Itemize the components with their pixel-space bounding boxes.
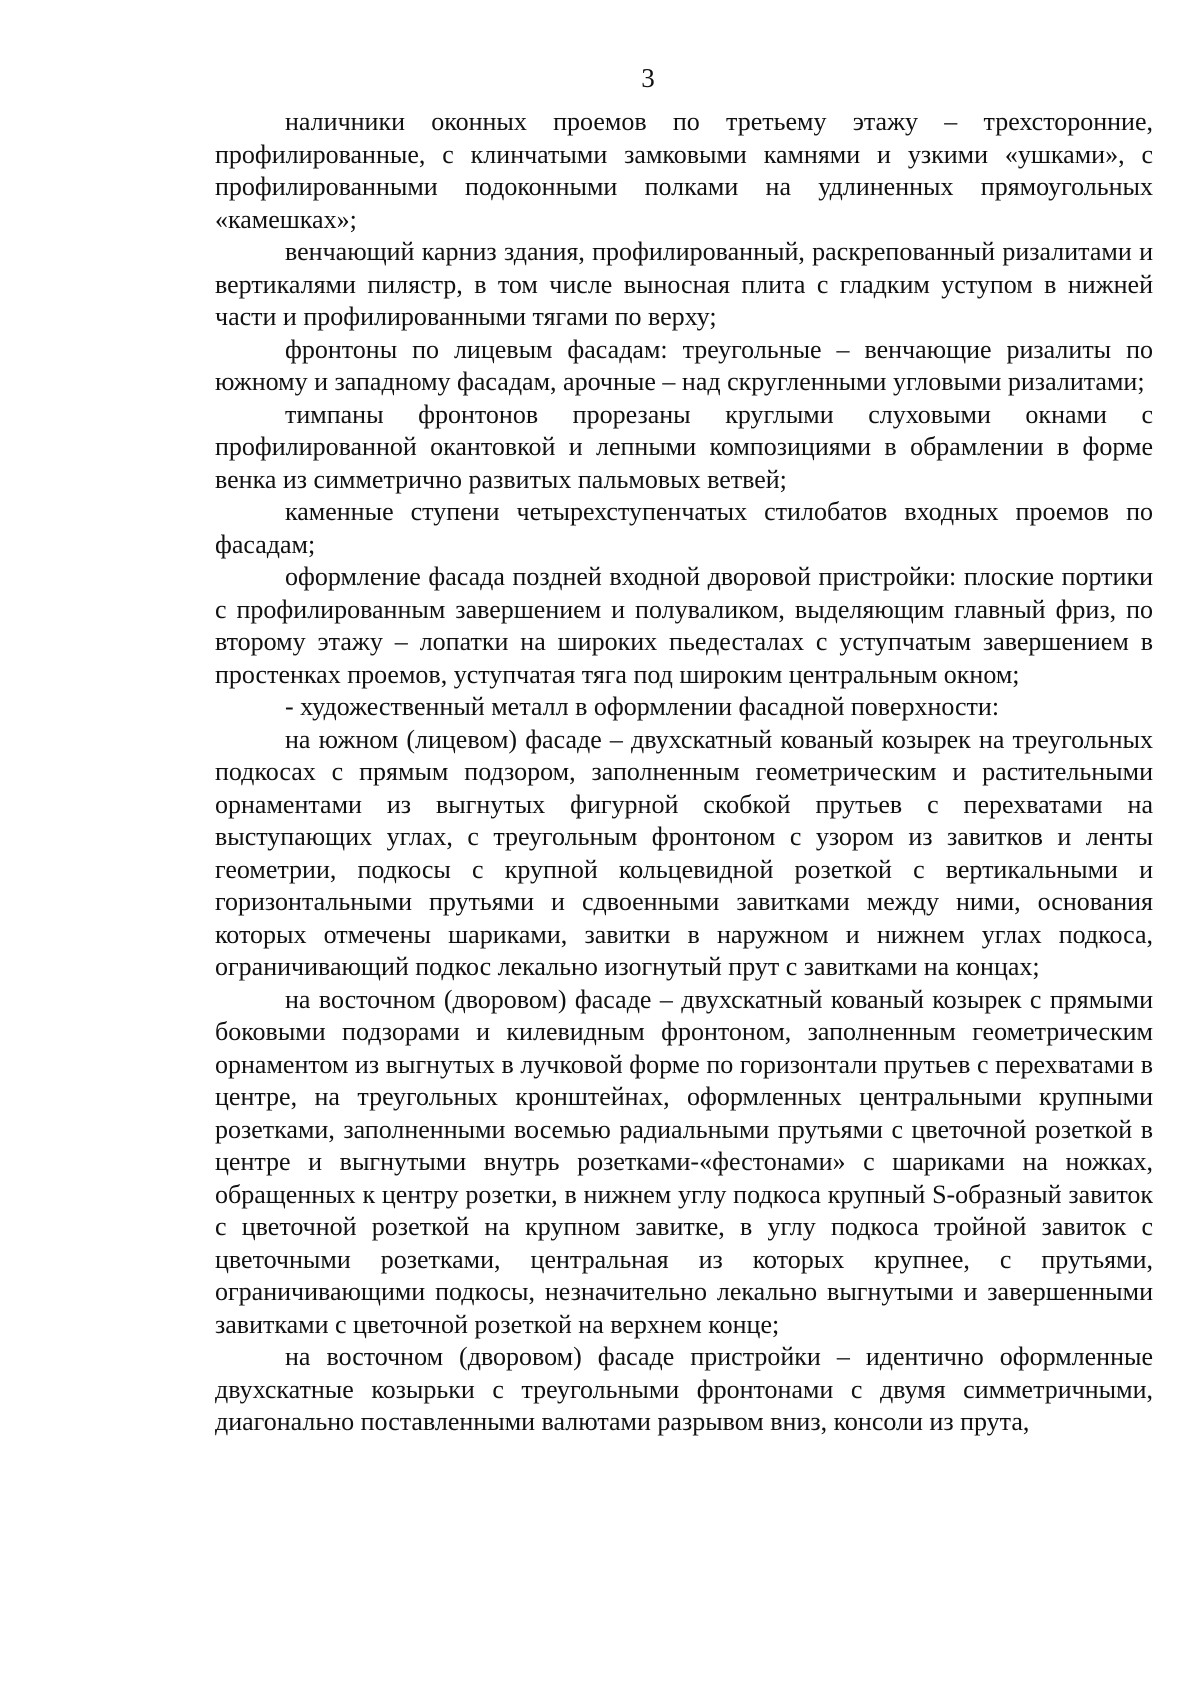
paragraph-annex-facade: оформление фасада поздней входной дворовой пристройки: плоские портики с профилированным завершением и полуваликом, выделяющим главный фриз, по второму этажу – лопатки на широких пьедесталах с уступчатым завершением в простенках проемов, уступчатая тяга под широким центральным окном; — [215, 562, 1153, 689]
paragraph-metalwork-heading: - художественный металл в оформлении фасадной поверхности: — [285, 692, 1000, 721]
paragraph-annex-canopies: на восточном (дворовом) фасаде пристройки – идентично оформленные двухскатные козырьки с треугольными фронтонами с двумя симметричными, диагонально поставленными валютами разрывом вниз, консоли из прута, — [215, 1342, 1153, 1436]
paragraph-pediments: фронтоны по лицевым фасадам: треугольные – венчающие ризалиты по южному и западному фасадам, арочные – над скругленными угловыми ризалитами; — [215, 334, 1153, 396]
paragraph-south-canopy: на южном (лицевом) фасаде – двухскатный кованый козырек на треугольных подкосах с прямым подзором, заполненным геометрическим и растительными орнаментами из выгнутых фигурной скобкой прутьев с перехватами на выступающих углах, с треугольным фронтоном с узором из завитков и ленты геометрии, подкосы с крупной кольцевидной розеткой с вертикальными и горизонтальными прутьями и сдвоенными завитками между ними, основания которых отмечены шариками, завитки в наружном и нижнем углах подкоса, ограничивающий подкос лекально изогнутый прут с завитками на концах; — [215, 724, 1153, 981]
paragraph-east-canopy: на восточном (дворовом) фасаде – двухскатный кованый козырек с прямыми боковыми подзорами и килевидным фронтоном, заполненным геометрическим орнаментом из выгнутых в лучковой форме по горизонтали прутьев с перехватами в центре, на треугольных кронштейнах, оформленных центральными крупными розетками, заполненными восемью радиальными прутьями с цветочной розеткой в центре и выгнутыми внутрь розетками-«фестонами» с шариками на ножках, обращенных к центру розетки, в нижнем углу подкоса крупный S-образный завиток с цветочной розеткой на крупном завитке, в углу подкоса тройной завиток с цветочными розетками, центральная из которых крупнее, с прутьями, ограничивающими подкосы, незначительно лекально выгнутыми и завершенными завитками с цветочной розеткой на верхнем конце; — [215, 984, 1153, 1339]
paragraph-tympanums: тимпаны фронтонов прорезаны круглыми слуховыми окнами с профилированной окантовкой и лепными композициями в обрамлении в форме венка из симметрично развитых пальмовых ветвей; — [215, 399, 1153, 494]
document-body — [215, 106, 1153, 1439]
page-number: 3 — [641, 63, 655, 93]
paragraph-cornice: венчающий карниз здания, профилированный, раскрепованный ризалитами и вертикалями пилястр, в том числе выносная плита с гладким уступом в нижней части и профилированными тягами по верху; — [215, 237, 1153, 331]
paragraph-window-trims: наличники оконных проемов по третьему этажу – трехсторонние, профилированные, с клинчатыми замковыми камнями и узкими «ушками», с профилированными подоконными полками на удлиненных прямоугольных «камешках»; — [215, 107, 1153, 234]
paragraph-stone-steps: каменные ступени четырехступенчатых стилобатов входных проемов по фасадам; — [215, 497, 1153, 559]
